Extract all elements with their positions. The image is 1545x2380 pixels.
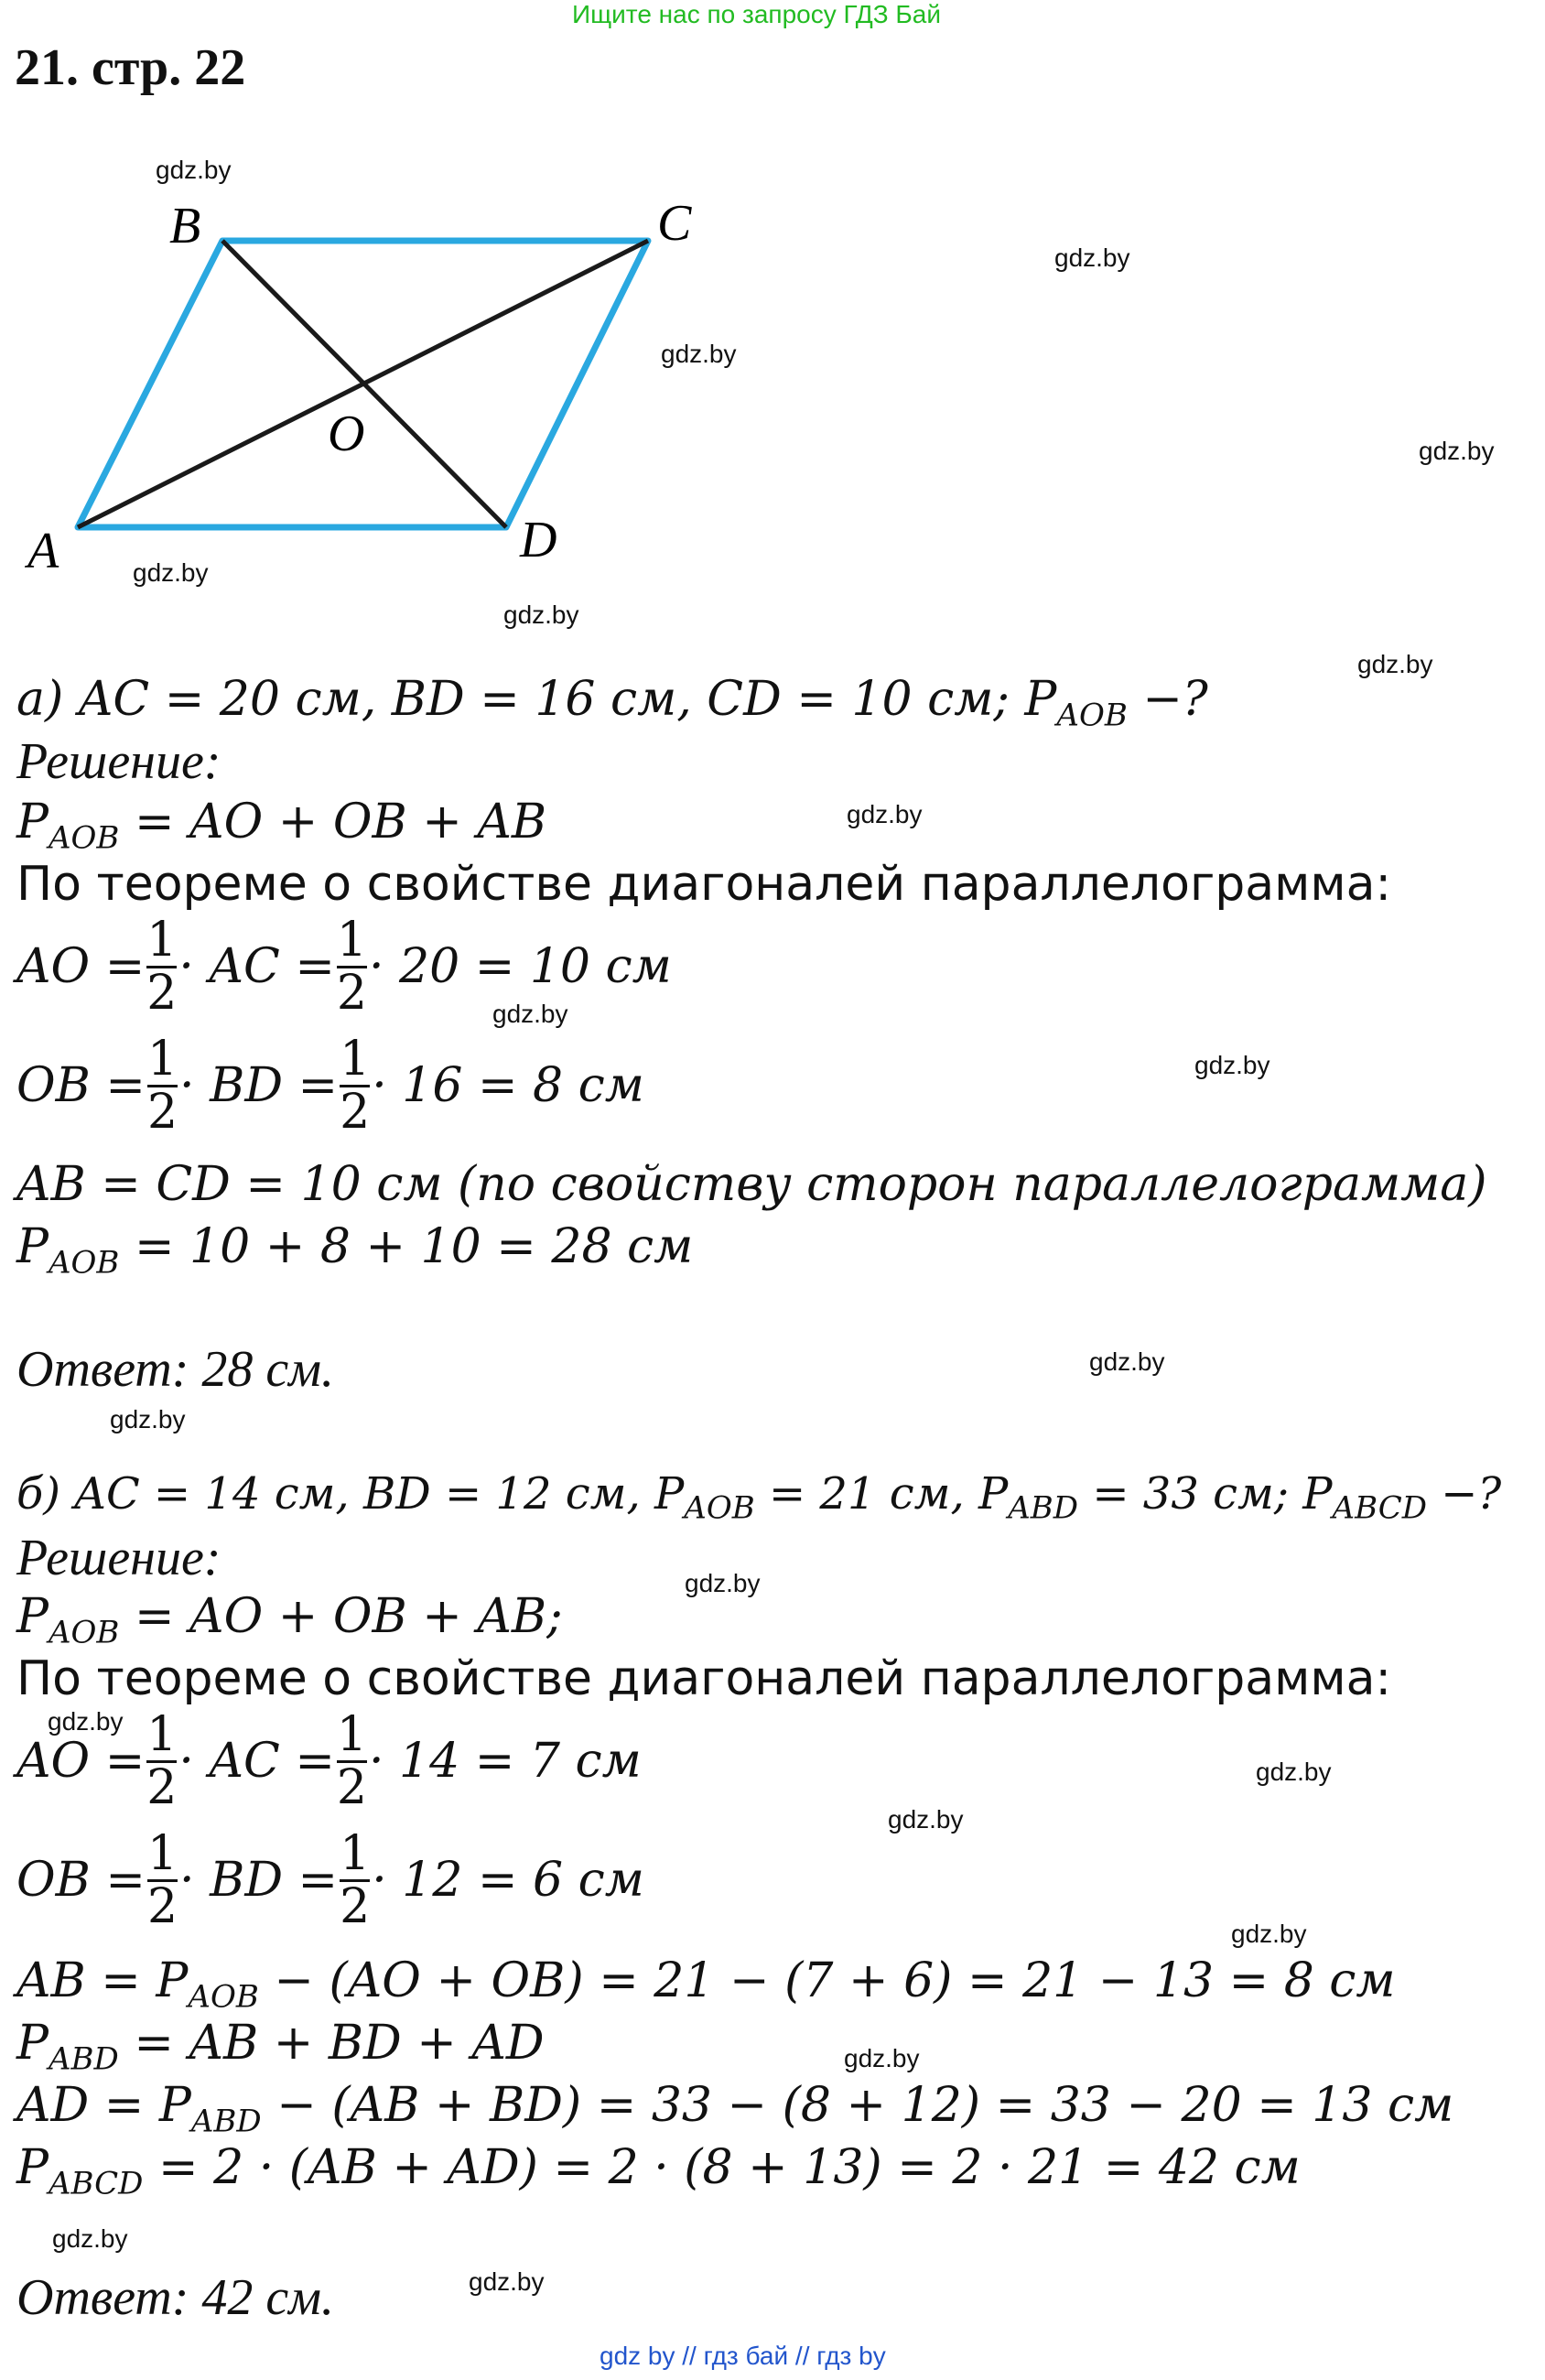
- part-a-ob-mid: · BD =: [179, 1058, 339, 1114]
- part-a-ao-mid: · AC =: [178, 939, 335, 995]
- watermark-text: gdz.by: [1419, 437, 1495, 465]
- fraction-denominator: 2: [146, 1084, 178, 1140]
- part-a-answer: Ответ: 28 см.: [16, 1341, 334, 1398]
- watermark-text: gdz.by: [1256, 1758, 1332, 1786]
- watermark-text: gdz.by: [52, 2224, 128, 2253]
- watermark-text: gdz.by: [1231, 1920, 1307, 1948]
- fraction-numerator: 1: [340, 1032, 371, 1087]
- watermark-text: gdz.by: [469, 2267, 545, 2296]
- fraction-half: [336, 1707, 367, 1815]
- part-b-solution-label: Решение:: [16, 1530, 221, 1586]
- fraction-denominator: 2: [146, 1878, 178, 1934]
- part-b-ob-right: · 12 = 6 см: [372, 1853, 644, 1909]
- watermark-text: gdz.by: [1357, 650, 1433, 678]
- point-label-c: C: [657, 195, 692, 252]
- fraction-half: [146, 913, 178, 1021]
- part-a-solution-label: Решение:: [16, 733, 221, 790]
- part-a-ob-left: OB =: [16, 1058, 146, 1114]
- watermark-text: gdz.by: [156, 156, 232, 184]
- part-a-ab-equals-cd: AB = CD = 10 см (по свойству сторон параллелограмма): [16, 1157, 1487, 1212]
- fraction-denominator: 2: [146, 1759, 178, 1815]
- part-b-ob-mid: · BD =: [179, 1853, 339, 1909]
- fraction-denominator: 2: [340, 1878, 371, 1934]
- diagonal-bd: [222, 241, 506, 527]
- part-a-perimeter-result: $P_{AOB} = 10 + 8 + 10 = 28$ см: [16, 1219, 694, 1282]
- fraction-half: [146, 1826, 178, 1934]
- part-b-given: б) AC = 14 см, BD = 12 см, $P_{AOB} = 21$ см, $P_{ABD} = 33$ см; $P_{ABCD}$ −?: [16, 1468, 1502, 1527]
- part-a-ao-calculation: [16, 913, 672, 1021]
- page-title: 21. стр. 22: [15, 39, 246, 96]
- fraction-numerator: 1: [336, 1707, 367, 1762]
- fraction-numerator: 1: [146, 1707, 178, 1762]
- part-b-ao-left: AO =: [16, 1734, 146, 1790]
- fraction-numerator: 1: [340, 1826, 371, 1881]
- part-b-ao-right: · 14 = 7 см: [368, 1734, 642, 1790]
- fraction-numerator: 1: [146, 1826, 178, 1881]
- point-label-o: O: [328, 406, 365, 462]
- part-b-ad-calculation: AD = $P_{ABD} - (AB + BD) = 33 - (8 + 12) = 33 - 20 = 13$ см: [16, 2078, 1454, 2140]
- part-a-perimeter-formula: $P_{AOB}$ = AO + OB + AB: [16, 795, 547, 857]
- watermark-text: gdz.by: [133, 558, 209, 587]
- part-b-ao-mid: · AC =: [178, 1734, 335, 1790]
- part-a-ao-left: AO =: [16, 939, 146, 995]
- fraction-denominator: 2: [336, 1759, 367, 1815]
- part-b-ob-left: OB =: [16, 1853, 146, 1909]
- part-b-perimeter-formula: $P_{AOB}$ = AO + OB + AB;: [16, 1589, 563, 1651]
- fraction-half: [146, 1707, 178, 1815]
- part-b-answer: Ответ: 42 см.: [16, 2269, 334, 2326]
- watermark-text: gdz.by: [685, 1569, 761, 1597]
- point-label-a: A: [27, 523, 59, 579]
- part-a-ao-right: · 20 = 10 см: [368, 939, 672, 995]
- point-label-d: D: [520, 512, 557, 568]
- watermark-text: gdz.by: [48, 1707, 124, 1736]
- point-label-b: B: [169, 198, 201, 254]
- fraction-denominator: 2: [146, 965, 178, 1021]
- fraction-half: [340, 1826, 371, 1934]
- fraction-denominator: 2: [340, 1084, 371, 1140]
- fraction-half: [336, 913, 367, 1021]
- fraction-numerator: 1: [146, 913, 178, 968]
- footer-links[interactable]: gdz by // гдз бай // гдз by: [600, 2342, 886, 2370]
- parallelogram-figure: [0, 165, 751, 595]
- fraction-numerator: 1: [146, 1032, 178, 1087]
- watermark-text: gdz.by: [492, 1000, 568, 1028]
- fraction-half: [340, 1032, 371, 1140]
- part-b-pabcd-result: $P_{ABCD} = 2 \cdot (AB + AD) = 2 \cdot (8 + 13) = 2 \cdot 21 = 42$ см: [16, 2140, 1301, 2202]
- part-b-ob-calculation: [16, 1826, 644, 1934]
- fraction-numerator: 1: [336, 913, 367, 968]
- part-b-ao-calculation: [16, 1707, 642, 1815]
- watermark-text: gdz.by: [110, 1405, 186, 1433]
- watermark-text: gdz.by: [1194, 1051, 1270, 1079]
- part-a-ob-right: · 16 = 8 см: [372, 1058, 644, 1114]
- watermark-text: gdz.by: [661, 340, 737, 368]
- fraction-denominator: 2: [336, 965, 367, 1021]
- part-b-theorem-text: По теореме о свойстве диагоналей параллелограмма:: [16, 1651, 1391, 1706]
- watermark-text: gdz.by: [1054, 243, 1130, 272]
- watermark-text: gdz.by: [844, 2044, 920, 2072]
- header-search-link[interactable]: Ищите нас по запросу ГДЗ Бай: [572, 0, 942, 28]
- part-a-given: а) AC = 20 см, BD = 16 см, CD = 10 см; $P_{AOB}$ −?: [16, 672, 1208, 734]
- watermark-text: gdz.by: [888, 1805, 964, 1834]
- watermark-text: gdz.by: [503, 600, 579, 629]
- part-b-ab-calculation: AB = $P_{AOB} - (AO + OB) = 21 - (7 + 6) = 21 - 13 = 8$ см: [16, 1953, 1396, 2016]
- fraction-half: [146, 1032, 178, 1140]
- part-b-pabd-formula: $P_{ABD}$ = AB + BD + AD: [16, 2016, 545, 2078]
- watermark-text: gdz.by: [847, 800, 923, 828]
- watermark-text: gdz.by: [1089, 1347, 1165, 1376]
- part-a-theorem-text: По теореме о свойстве диагоналей параллелограмма:: [16, 857, 1391, 912]
- part-a-ob-calculation: [16, 1032, 644, 1140]
